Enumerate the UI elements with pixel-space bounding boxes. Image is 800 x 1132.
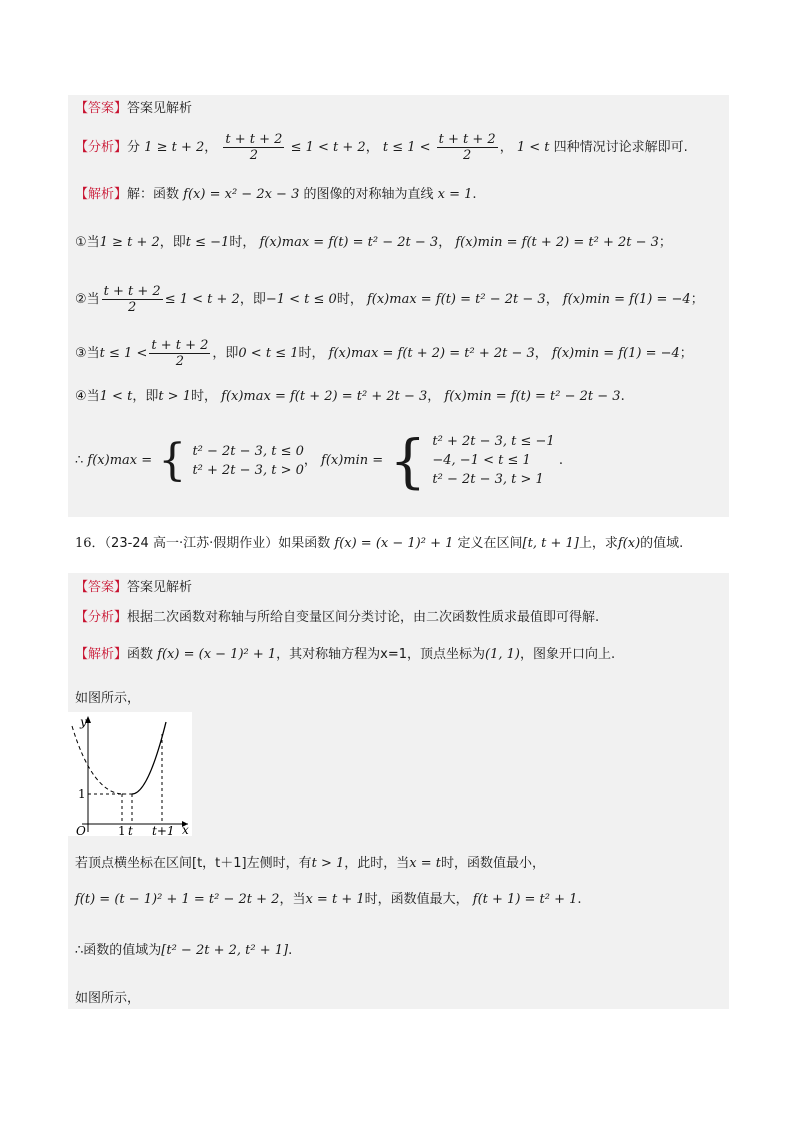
frac-den: 2 xyxy=(249,148,259,163)
as-shown-1 xyxy=(75,688,140,710)
frac-den: 2 xyxy=(128,300,137,315)
analysis-cond-2: ≤ 1 < t + 2 xyxy=(290,140,366,155)
min-case-1: t² + 2t − 3, t ≤ −1 xyxy=(432,434,555,449)
case-text-1: 若顶点横坐标在区间[t，t＋1]左侧时，有 xyxy=(75,856,312,871)
left-brace-icon: { xyxy=(158,434,187,486)
question-func: f(x) = (x − 1)² + 1 xyxy=(334,536,454,551)
ft-expr: f(t) = (t − 1)² + 1 = t² − 2t + 2 xyxy=(75,892,280,907)
case-2-cond: ≤ 1 < t + 2 xyxy=(164,292,240,307)
case-2: ②当 $\frac{t + t + 2}{2}$ ≤ 1 < t + 2，即−1 < t ≤ 0时， f(x)max = f(t) = t² − 2t − 3， f(x)min = f(1) = −4； xyxy=(75,284,704,315)
ft1-expr: f(t + 1) = t² + 1 xyxy=(472,892,578,907)
fraction xyxy=(223,132,284,163)
case-1-cond: 1 ≥ t + 2 xyxy=(99,235,160,250)
left-brace-icon: { xyxy=(389,426,427,495)
case-x2: x = t + 1 xyxy=(305,892,365,907)
case-4: ④当1 < t，即t > 1时， f(x)max = f(t + 2) = t² + 2t − 3， f(x)min = f(t) = t² − 2t − 3. xyxy=(75,389,625,404)
max-cases xyxy=(192,442,303,480)
case-1-max: f(x)max = f(t) = t² − 2t − 3 xyxy=(259,235,439,250)
parabola-graph xyxy=(68,712,192,836)
question-interval: [t, t + 1] xyxy=(522,536,579,551)
case-1-end: ； xyxy=(658,235,672,250)
jiexi-text: ，其对称轴方程为x=1，顶点坐标为 xyxy=(276,647,486,662)
frac-num: t + t + 2 xyxy=(103,284,161,299)
case-3-pre: ③当 xyxy=(75,346,100,361)
case-2-range: −1 < t ≤ 0 xyxy=(265,292,337,307)
when-text: ，当 xyxy=(279,892,306,907)
range-end: . xyxy=(288,943,293,958)
question-text-3: 上，求 xyxy=(578,536,618,551)
answer-line-1 xyxy=(75,98,192,120)
analysis-cond-3: t ≤ 1 < xyxy=(382,140,431,155)
analysis-cond-4: 1 < t xyxy=(516,140,550,155)
analysis-tag: 【分析】 xyxy=(75,610,128,625)
fraction xyxy=(437,132,498,163)
analysis-pre: 分 xyxy=(127,140,141,155)
case-1-shi: 时， xyxy=(229,235,256,250)
case-3-ji: ，即 xyxy=(212,346,239,361)
case-line xyxy=(75,853,545,875)
ft-line xyxy=(75,889,582,911)
fraction xyxy=(149,338,210,369)
answer-tag: 【答案】 xyxy=(75,580,128,595)
x-tick-t1: t+1 xyxy=(152,824,175,836)
case-2-min: f(x)min = f(1) = −4 xyxy=(562,292,691,307)
analysis-tag: 【分析】 xyxy=(75,140,128,155)
jiexi-func: f(x) = (x − 1)² + 1 xyxy=(157,647,277,662)
origin-label: O xyxy=(76,824,86,836)
case-1-pre: ①当 xyxy=(75,235,100,250)
frac-num: t + t + 2 xyxy=(438,132,496,147)
case-3: ③当t ≤ 1 < $\frac{t + t + 2}{2}$ ，即0 < t ≤ 1时， f(x)max = f(t + 2) = t² + 2t − 3， f(x)min = f(1) = −4； xyxy=(75,338,693,369)
case-4-end: . xyxy=(620,389,625,404)
analysis-cond-1: 1 ≥ t + 2 xyxy=(144,140,205,155)
answer-line-2 xyxy=(75,577,192,599)
case-1-min: f(x)min = f(t + 2) = t² + 2t − 3 xyxy=(455,235,659,250)
case-1: ①当1 ≥ t + 2，即t ≤ −1时， f(x)max = f(t) = t² − 2t − 3， f(x)min = f(t + 2) = t² + 2t − 3； xyxy=(75,235,672,250)
min-case-2: −4, −1 < t ≤ 1 xyxy=(432,453,531,468)
case-cond: t > 1 xyxy=(311,856,345,871)
summary-fmin: f(x)min = xyxy=(321,453,384,468)
jiexi-func: f(x) = x² − 2x − 3 xyxy=(183,187,300,202)
analysis-line-2 xyxy=(75,607,599,629)
vertex: (1, 1) xyxy=(485,647,520,662)
case-3-range: 0 < t ≤ 1 xyxy=(238,346,299,361)
x-tick-t: t xyxy=(128,824,133,836)
jiexi-pre: 解：函数 xyxy=(127,187,180,202)
jiexi-end: . xyxy=(472,187,477,202)
therefore-symbol: ∴ xyxy=(75,453,84,468)
min-case-3: t² − 2t − 3, t > 1 xyxy=(432,472,544,487)
case-4-ji: ，即 xyxy=(132,389,159,404)
summary-fmax: f(x)max = xyxy=(87,453,153,468)
question-text-1: 如果函数 xyxy=(278,536,331,551)
answer-text: 答案见解析 xyxy=(127,101,193,116)
case-1-range: t ≤ −1 xyxy=(185,235,230,250)
case-4-shi: 时， xyxy=(190,389,217,404)
case-3-cond: t ≤ 1 < xyxy=(99,346,148,361)
case-2-end: ； xyxy=(690,292,704,307)
case-4-cond: 1 < t xyxy=(99,389,133,404)
graph-background xyxy=(68,712,192,836)
question-text-2: 定义在区间 xyxy=(457,536,523,551)
case-3-end: ； xyxy=(679,346,693,361)
fraction xyxy=(102,284,163,315)
case-x: x = t xyxy=(409,856,441,871)
frac-den: 2 xyxy=(175,354,184,369)
summary-end: . xyxy=(558,453,563,468)
case-3-max: f(x)max = f(t + 2) = t² + 2t − 3 xyxy=(328,346,535,361)
as-shown-text-2: 如图所示， xyxy=(75,991,141,1006)
jiexi-tag: 【解析】 xyxy=(75,187,128,202)
analysis-text: 根据二次函数对称轴与所给自变量区间分类讨论，由二次函数性质求最值即可得解. xyxy=(127,610,600,625)
answer-tag: 【答案】 xyxy=(75,101,128,116)
jiexi-axis: x = 1 xyxy=(437,187,473,202)
range-expr: [t² − 2t + 2, t² + 1] xyxy=(161,943,289,958)
max-case-1: t² − 2t − 3, t ≤ 0 xyxy=(192,443,304,459)
case-text-2: ，此时，当 xyxy=(344,856,410,871)
question-func-2: f(x) xyxy=(617,536,641,551)
x-axis-label: x xyxy=(182,823,189,836)
y-tick-1: 1 xyxy=(78,787,86,801)
question-16 xyxy=(75,533,683,555)
case-3-shi: 时， xyxy=(298,346,325,361)
jiexi-line-1 xyxy=(75,184,477,206)
case-2-ji: ，即 xyxy=(239,292,266,307)
as-shown-text: 如图所示， xyxy=(75,691,141,706)
jiexi-pre: 函数 xyxy=(127,647,154,662)
min-cases xyxy=(432,432,554,489)
jiexi-mid: 的图像的对称轴为直线 xyxy=(303,187,434,202)
frac-num: t + t + 2 xyxy=(225,132,283,147)
jiexi-tag: 【解析】 xyxy=(75,647,128,662)
case-4-range: t > 1 xyxy=(158,389,191,404)
question-source: （23-24 高一·江苏·假期作业） xyxy=(104,536,279,551)
case-2-pre: ②当 xyxy=(75,292,100,307)
frac-num: t + t + 2 xyxy=(151,338,209,353)
case-3-min: f(x)min = f(1) = −4 xyxy=(551,346,680,361)
jiexi-end: ，图象开口向上. xyxy=(519,647,616,662)
y-axis-label: y xyxy=(80,715,87,729)
x-tick-1: 1 xyxy=(118,824,126,836)
analysis-post: 四种情况讨论求解即可. xyxy=(553,140,688,155)
case-4-max: f(x)max = f(t + 2) = t² + 2t − 3 xyxy=(221,389,428,404)
case-2-max: f(x)max = f(t) = t² − 2t − 3 xyxy=(366,292,546,307)
jiexi-line-2 xyxy=(75,644,615,666)
end-dot: . xyxy=(577,892,582,907)
max-case-2: t² + 2t − 3, t > 0 xyxy=(192,462,304,478)
case-4-pre: ④当 xyxy=(75,389,100,404)
summary-line: ∴ f(x)max = { t² − 2t − 3, t ≤ 0 t² + 2t − 3, t > 0 ， f(x)min = { t² + 2t − 3, t ≤ −1 −4, −1 < t ≤ 1 t² − 2t − 3, t > 1 . xyxy=(75,426,563,495)
case-2-shi: 时， xyxy=(336,292,363,307)
case-4-min: f(x)min = f(t) = t² − 2t − 3 xyxy=(444,389,621,404)
analysis-line-1: 【分析】分 1 ≥ t + 2， $\frac{t + t + 2}{2}$ ≤ 1 < t + 2， t ≤ 1 < $\frac{t + t + 2}{2}$ ， 1 < t 四种情况讨论求解即可. xyxy=(75,132,688,163)
question-text-4: 的值域. xyxy=(640,536,684,551)
case-1-ji: ，即 xyxy=(159,235,186,250)
range-line xyxy=(75,940,292,962)
question-number: 16． xyxy=(75,536,105,551)
case-text-3: 时，函数值最小， xyxy=(441,856,546,871)
as-shown-2 xyxy=(75,988,140,1010)
frac-den: 2 xyxy=(463,148,472,163)
max-text: 时，函数值最大， xyxy=(364,892,469,907)
range-therefore: ∴函数的值域为 xyxy=(75,943,162,958)
answer-text: 答案见解析 xyxy=(127,580,193,595)
